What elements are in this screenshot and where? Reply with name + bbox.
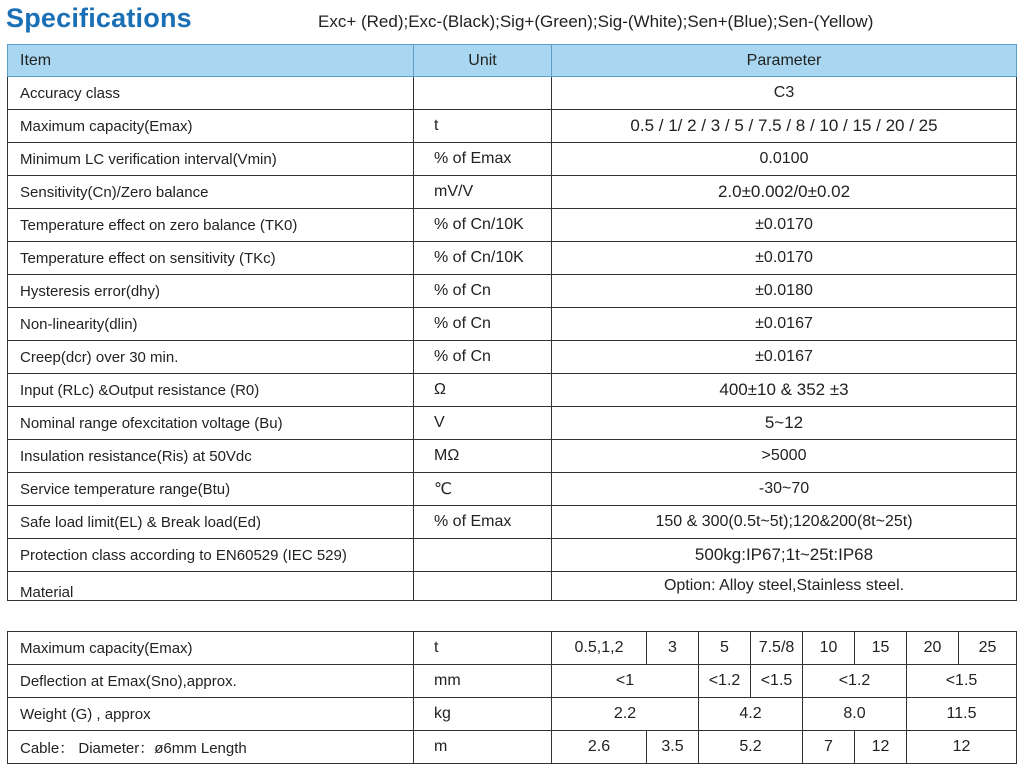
parameter-cell: 0.0100: [552, 143, 1017, 176]
table-row: [8, 77, 1017, 110]
table-row: [8, 176, 1017, 209]
unit-cell: t: [414, 632, 552, 665]
parameter-cell: >5000: [552, 440, 1017, 473]
unit-cell: % of Emax: [414, 143, 552, 176]
unit-cell: [414, 77, 552, 110]
unit-cell: % of Cn/10K: [414, 242, 552, 275]
item-cell: Weight (G) , approx: [8, 698, 414, 731]
table-row: [8, 731, 1017, 764]
deflection-value: <1: [552, 665, 699, 698]
table-row: [8, 242, 1017, 275]
item-cell: Safe load limit(EL) & Break load(Ed): [8, 506, 414, 539]
capacity-value: 25: [959, 632, 1017, 665]
cable-length-value: 12: [907, 731, 1017, 764]
parameter-cell: ±0.0170: [552, 209, 1017, 242]
item-cell: Nominal range ofexcitation voltage (Bu): [8, 407, 414, 440]
capacity-size-table: [7, 631, 1017, 764]
weight-value: 11.5: [907, 698, 1017, 731]
unit-cell: V: [414, 407, 552, 440]
weight-value: 2.2: [552, 698, 699, 731]
table-row: [8, 473, 1017, 506]
table-row: [8, 572, 1017, 601]
parameter-cell: ±0.0170: [552, 242, 1017, 275]
item-cell: Deflection at Emax(Sno),approx.: [8, 665, 414, 698]
capacity-value: 20: [907, 632, 959, 665]
item-cell: Service temperature range(Btu): [8, 473, 414, 506]
wiring-color-legend: Exc+ (Red);Exc-(Black);Sig+(Green);Sig-(White);Sen+(Blue);Sen-(Yellow): [318, 12, 874, 31]
table-row: [8, 440, 1017, 473]
parameter-cell: 5~12: [552, 407, 1017, 440]
capacity-value: 10: [803, 632, 855, 665]
deflection-value: <1.5: [751, 665, 803, 698]
table-row: [8, 275, 1017, 308]
table-row: [8, 506, 1017, 539]
item-cell: Maximum capacity(Emax): [8, 632, 414, 665]
capacity-value: 5: [699, 632, 751, 665]
parameter-cell: ±0.0167: [552, 308, 1017, 341]
table-row: [8, 698, 1017, 731]
capacity-value: 15: [855, 632, 907, 665]
weight-value: 4.2: [699, 698, 803, 731]
item-cell: Insulation resistance(Ris) at 50Vdc: [8, 440, 414, 473]
material-label: Material: [20, 584, 74, 600]
page-title: Specifications: [6, 3, 192, 33]
item-cell: Creep(dcr) over 30 min.: [8, 341, 414, 374]
table-row: [8, 665, 1017, 698]
header-unit: Unit: [414, 45, 552, 77]
unit-cell: [414, 572, 552, 601]
capacity-value: 3: [647, 632, 699, 665]
deflection-value: <1.2: [699, 665, 751, 698]
capacity-value: 7.5/8: [751, 632, 803, 665]
item-cell: Hysteresis error(dhy): [8, 275, 414, 308]
item-cell: Non-linearity(dlin): [8, 308, 414, 341]
unit-cell: MΩ: [414, 440, 552, 473]
parameter-cell: 0.5 / 1/ 2 / 3 / 5 / 7.5 / 8 / 10 / 15 / 20 / 25: [552, 110, 1017, 143]
header-item: Item: [8, 45, 414, 77]
item-cell: Minimum LC verification interval(Vmin): [8, 143, 414, 176]
item-cell: [8, 572, 414, 601]
item-cell: Temperature effect on sensitivity (TKc): [8, 242, 414, 275]
parameter-cell: 2.0±0.002/0±0.02: [552, 176, 1017, 209]
item-cell: Cable： Diameter：ø6mm Length: [8, 731, 414, 764]
deflection-value: <1.2: [803, 665, 907, 698]
unit-cell: % of Cn: [414, 308, 552, 341]
item-cell: Protection class according to EN60529 (IEC 529): [8, 539, 414, 572]
header-parameter: Parameter: [552, 45, 1017, 77]
unit-cell: ℃: [414, 473, 552, 506]
table-header-row: [8, 45, 1017, 77]
unit-cell: t: [414, 110, 552, 143]
unit-cell: % of Cn: [414, 275, 552, 308]
table-row: [8, 209, 1017, 242]
deflection-value: <1.5: [907, 665, 1017, 698]
cable-length-value: 3.5: [647, 731, 699, 764]
parameter-cell: ±0.0167: [552, 341, 1017, 374]
unit-cell: % of Cn: [414, 341, 552, 374]
weight-value: 8.0: [803, 698, 907, 731]
unit-cell: Ω: [414, 374, 552, 407]
cable-length-value: 7: [803, 731, 855, 764]
cable-length-value: 12: [855, 731, 907, 764]
table-row: [8, 308, 1017, 341]
item-cell: Sensitivity(Cn)/Zero balance: [8, 176, 414, 209]
table-row: [8, 110, 1017, 143]
unit-cell: mm: [414, 665, 552, 698]
parameter-cell: 500kg:IP67;1t~25t:IP68: [552, 539, 1017, 572]
unit-cell: % of Cn/10K: [414, 209, 552, 242]
parameter-cell: C3: [552, 77, 1017, 110]
table-row: [8, 143, 1017, 176]
unit-cell: m: [414, 731, 552, 764]
unit-cell: mV/V: [414, 176, 552, 209]
table-row: [8, 539, 1017, 572]
parameter-cell: -30~70: [552, 473, 1017, 506]
header: [0, 0, 1024, 42]
specifications-table: [7, 44, 1017, 601]
item-cell: Accuracy class: [8, 77, 414, 110]
cable-length-value: 2.6: [552, 731, 647, 764]
unit-cell: % of Emax: [414, 506, 552, 539]
parameter-cell: ±0.0180: [552, 275, 1017, 308]
table-row: [8, 374, 1017, 407]
table-row: [8, 632, 1017, 665]
unit-cell: [414, 539, 552, 572]
item-cell: Temperature effect on zero balance (TK0): [8, 209, 414, 242]
parameter-cell: Option: Alloy steel,Stainless steel.: [552, 572, 1017, 601]
unit-cell: kg: [414, 698, 552, 731]
parameter-cell: 150 & 300(0.5t~5t);120&200(8t~25t): [552, 506, 1017, 539]
table-row: [8, 341, 1017, 374]
table-row: [8, 407, 1017, 440]
parameter-cell: 400±10 & 352 ±3: [552, 374, 1017, 407]
item-cell: Input (RLc) &Output resistance (R0): [8, 374, 414, 407]
capacity-value: 0.5,1,2: [552, 632, 647, 665]
item-cell: Maximum capacity(Emax): [8, 110, 414, 143]
cable-length-value: 5.2: [699, 731, 803, 764]
